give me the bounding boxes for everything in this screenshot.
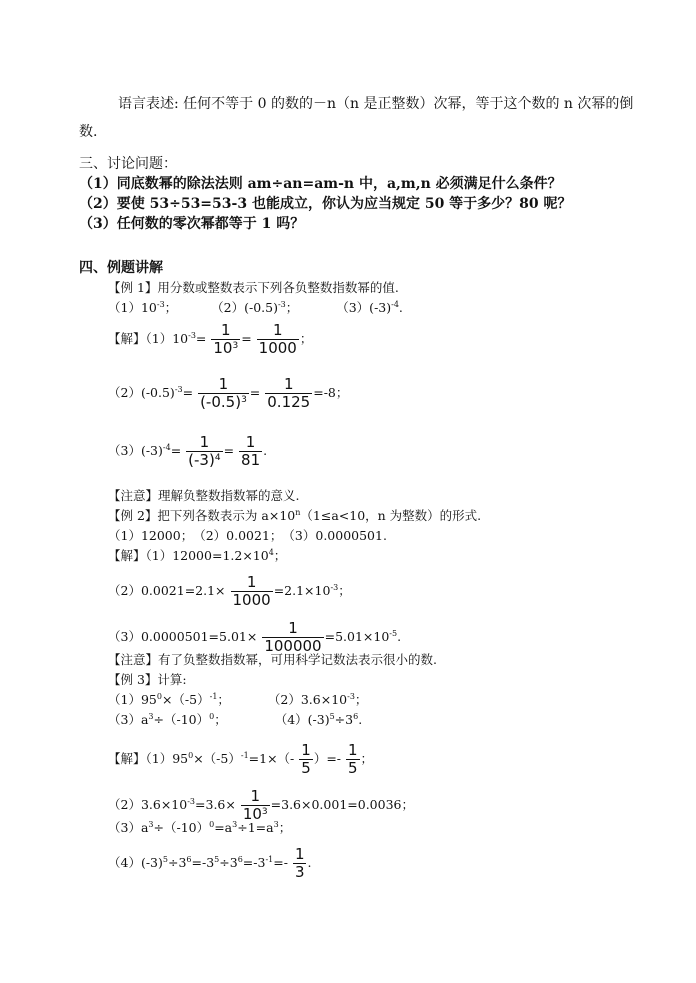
exp: -3 [156, 300, 165, 309]
exp: -4 [162, 443, 171, 452]
eq: = [223, 443, 235, 458]
exp: 6 [237, 855, 243, 864]
example-1-note: 【注意】理解负整数指数幂的意义. [108, 488, 300, 503]
example-2-prompt [108, 508, 481, 524]
result: =5.01×10 [324, 629, 390, 644]
intro-line-2: 数. [79, 124, 98, 140]
example-3-items-row-2 [108, 712, 362, 728]
eq: = [170, 443, 182, 458]
punct: . [358, 712, 363, 727]
den-base: (-3) [188, 451, 215, 469]
exp: 4 [214, 453, 221, 463]
example-1-solution-3 [108, 434, 267, 469]
exp: -3 [277, 300, 286, 309]
op: =- [273, 855, 288, 870]
sol-prefix: （2）0.0021=2.1× [108, 583, 226, 598]
numerator: 1 [218, 375, 229, 393]
exp: 3 [261, 807, 268, 817]
fraction [293, 846, 307, 881]
fraction [239, 434, 262, 469]
exp: 0 [156, 692, 162, 701]
punct: ； [217, 692, 230, 707]
sol-prefix: （2）3.6×10 [108, 797, 188, 812]
punct: ； [285, 300, 299, 315]
exp: 5 [329, 712, 335, 721]
example-1-prompt: 【例 1】用分数或整数表示下列各负整数指数幂的值. [108, 280, 399, 295]
numerator: 1 [272, 321, 283, 339]
exp: 0 [209, 712, 215, 721]
example-1-solution-1 [108, 322, 312, 357]
question-3: （3）任何数的零次幂都等于 1 吗？ [79, 216, 305, 232]
punct: . [398, 300, 403, 315]
op: ÷（-10） [153, 820, 210, 835]
numerator: 1 [199, 433, 210, 451]
example-3-solution-3 [108, 820, 291, 836]
exp: 6 [353, 712, 359, 721]
numerator: 1 [246, 573, 257, 591]
exp: -1 [265, 855, 274, 864]
example-3-prompt: 【例 3】计算: [108, 672, 187, 687]
denominator [211, 339, 240, 357]
punct: ； [278, 820, 292, 835]
exp: 0 [209, 820, 215, 829]
item-3: （3）a [108, 712, 149, 727]
item-1: （1）10 [108, 300, 157, 315]
exp: -3 [330, 583, 339, 592]
punct: . [307, 855, 312, 870]
denominator [198, 393, 249, 411]
sol-prefix: 【解】（1）95 [108, 751, 189, 766]
denominator: 5 [348, 759, 358, 777]
op: =-3 [191, 855, 215, 870]
eq: = [195, 331, 207, 346]
punct: . [397, 629, 402, 644]
example-3-solution-2 [108, 788, 414, 823]
op: ÷3 [334, 712, 354, 727]
exp: 3 [148, 712, 154, 721]
punct: ； [354, 692, 368, 707]
numerator: 1 [250, 787, 261, 805]
prompt-text: 【例 2】把下列各数表示为 a×10 [108, 508, 296, 523]
op: ）=- [313, 751, 342, 766]
fraction [241, 788, 270, 823]
fraction [265, 376, 312, 411]
fraction [299, 742, 313, 777]
example-1-items [108, 300, 403, 316]
numerator: 1 [301, 741, 311, 759]
exp: -1 [209, 692, 218, 701]
fraction [198, 376, 249, 411]
sol-prefix: （3）a [108, 820, 149, 835]
numerator: 1 [221, 321, 231, 339]
numerator: 1 [294, 845, 305, 863]
numerator: 1 [245, 433, 256, 451]
example-1-solution-2 [108, 376, 348, 411]
op: ÷3 [219, 855, 238, 870]
exp: -5 [389, 629, 398, 638]
denominator [186, 451, 222, 469]
fraction [257, 322, 299, 357]
item-4: （4）(-3) [274, 712, 330, 727]
example-2-solution-1 [108, 548, 286, 564]
eq: = [182, 385, 194, 400]
example-2-items: （1）12000； （2）0.0021； （3）0.0000501. [108, 528, 387, 543]
result: =3.6×0.001=0.0036； [270, 797, 414, 812]
denominator: 1000 [232, 591, 271, 609]
denominator: 0.125 [267, 393, 311, 411]
exp: 3 [232, 341, 239, 351]
op: =3.6× [195, 797, 236, 812]
sol-prefix: （4）(-3) [108, 855, 163, 870]
exp: -1 [240, 751, 249, 760]
denominator: 5 [301, 759, 311, 777]
exp: -3 [347, 692, 355, 701]
denominator: 3 [294, 863, 305, 881]
op: =a [214, 820, 233, 835]
exp: 5 [214, 855, 220, 864]
numerator: 1 [283, 375, 294, 393]
punct: ； [338, 583, 351, 598]
numerator: 1 [288, 619, 298, 637]
op: =-3 [242, 855, 266, 870]
exp: n [295, 508, 301, 517]
item-1: （1）95 [108, 692, 157, 707]
den-base: 10 [242, 805, 262, 823]
item-2: （2）(-0.5) [211, 300, 278, 315]
exp: 3 [241, 395, 247, 405]
exp: 3 [273, 820, 279, 829]
op: ÷3 [167, 855, 187, 870]
den-base: 10 [213, 339, 233, 357]
example-2-solution-2 [108, 574, 351, 609]
prompt-text: （1≤a<10，n 为整数）的形式. [300, 508, 482, 523]
op: ×（-5） [161, 692, 210, 707]
sol-prefix: （3）(-3) [108, 443, 163, 458]
exp: 0 [188, 751, 194, 760]
item-3: （3）(-3) [336, 300, 392, 315]
question-2: （2）要使 53÷53=53-3 也能成立，你认为应当规定 50 等于多少？80 呢？ [79, 196, 572, 212]
example-3-items-row-1 [108, 692, 367, 708]
denominator: 1000 [258, 339, 297, 357]
exp: 3 [148, 820, 154, 829]
exp: 4 [268, 548, 274, 557]
exp: 5 [162, 855, 168, 864]
punct: ； [273, 548, 287, 563]
exp: -3 [187, 797, 196, 806]
punct: . [263, 443, 268, 458]
punct: ； [214, 712, 227, 727]
sol-prefix: （2）(-0.5) [108, 385, 175, 400]
exp: 6 [186, 855, 192, 864]
sol-prefix: 【解】（1）10 [108, 331, 189, 346]
exp: -3 [188, 331, 196, 340]
exp: -4 [391, 300, 399, 309]
result: =2.1×10 [273, 583, 331, 598]
denominator: 81 [241, 451, 261, 469]
example-2-solution-3 [108, 620, 401, 655]
fraction [186, 434, 222, 469]
punct: ； [164, 300, 178, 315]
section-3-title: 三、讨论问题： [79, 156, 177, 172]
eq: = [241, 331, 252, 346]
op: =1×（- [248, 751, 295, 766]
fraction [262, 620, 323, 655]
sol-prefix: （3）0.0000501=5.01× [108, 629, 258, 644]
fraction [231, 574, 273, 609]
example-3-solution-4 [108, 846, 311, 881]
punct: ； [360, 751, 374, 766]
example-2-note: 【注意】有了负整数指数幂，可用科学记数法表示很小的数. [108, 652, 437, 667]
op: ÷1=a [237, 820, 274, 835]
sol-prefix: 【解】（1）12000=1.2×10 [108, 548, 269, 563]
exp: 3 [232, 820, 238, 829]
fraction [211, 322, 240, 357]
denominator: 100000 [264, 637, 322, 655]
intro-line-1: 语言表述: 任何不等于 0 的数的－n（n 是正整数）次幂，等于这个数的 n 次幂的倒 [118, 96, 634, 112]
op: ÷（-10） [153, 712, 210, 727]
numerator: 1 [348, 741, 358, 759]
exp: -3 [174, 385, 183, 394]
op: ×（-5） [193, 751, 241, 766]
section-4-title: 四、例题讲解 [79, 260, 163, 276]
result: =-8； [313, 385, 349, 400]
question-1: （1）同底数幂的除法法则 am÷an=am-n 中，a,m,n 必须满足什么条件？ [79, 176, 562, 192]
item-2: （2）3.6×10 [267, 692, 348, 707]
punct: ； [299, 331, 313, 346]
fraction [346, 742, 360, 777]
eq: = [249, 385, 261, 400]
den-base: (-0.5) [200, 393, 242, 411]
example-3-solution-1 [108, 742, 373, 777]
